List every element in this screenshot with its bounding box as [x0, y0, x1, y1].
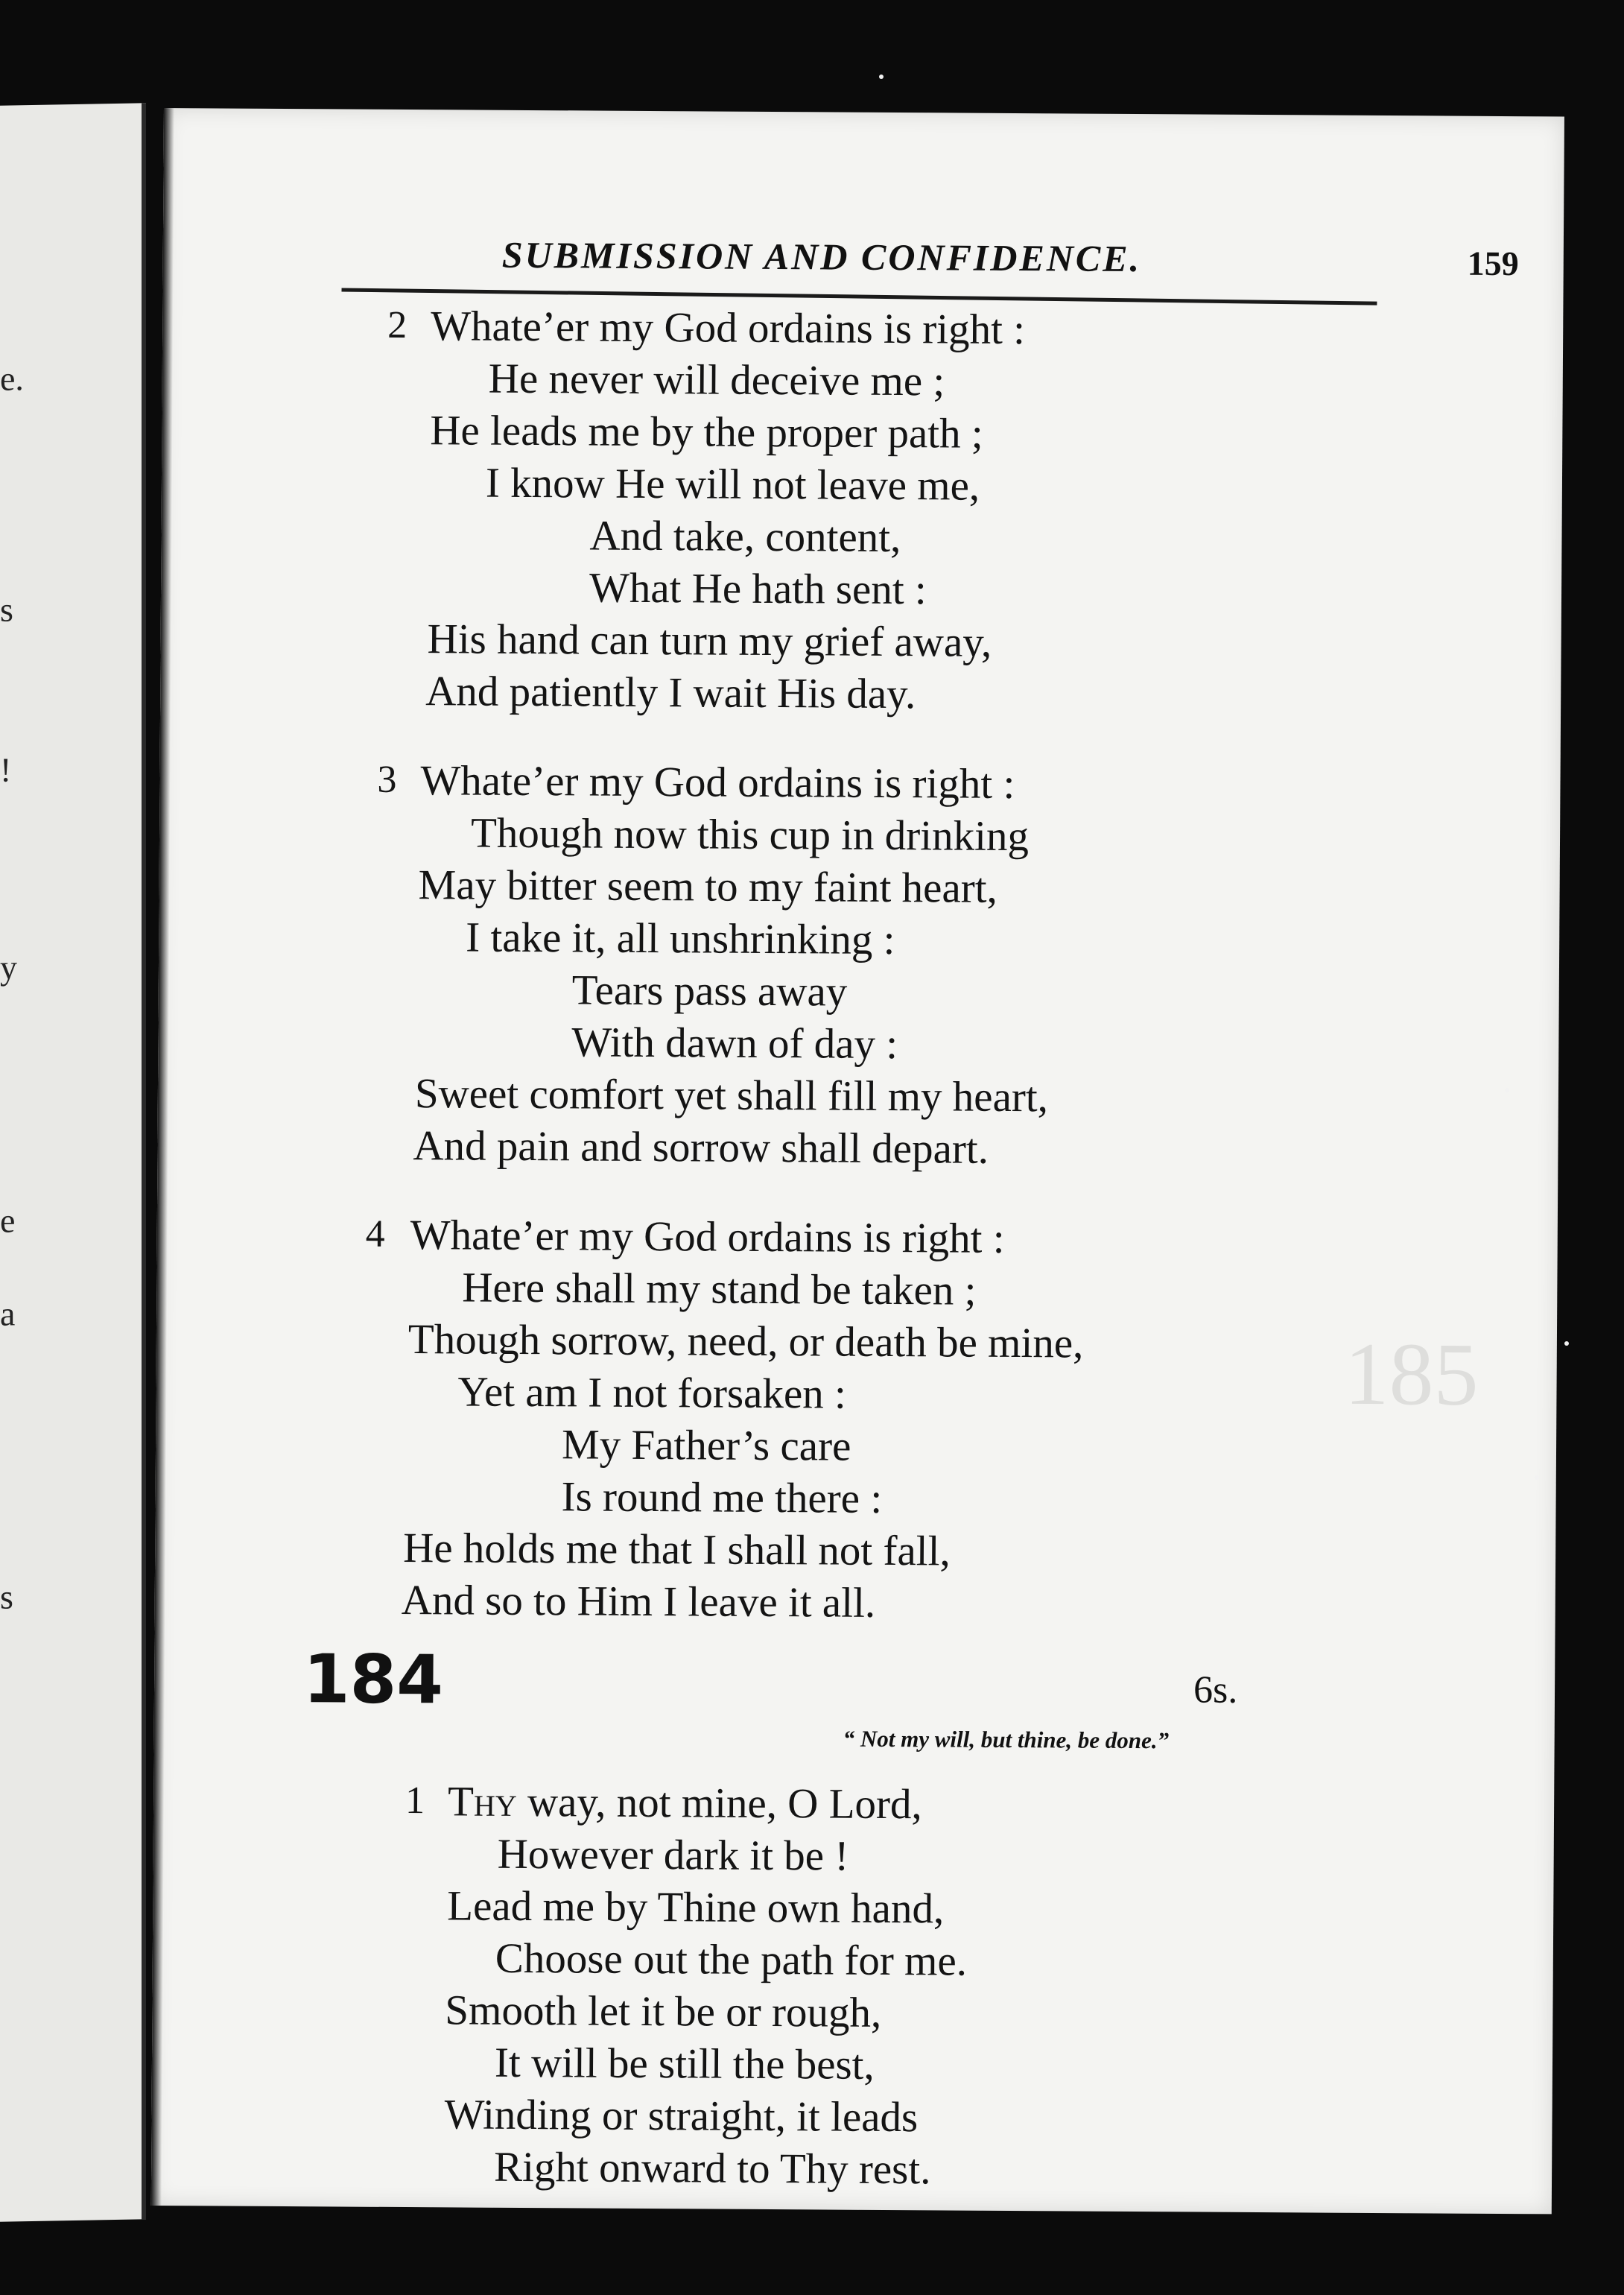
- scan-speck: [1535, 1475, 1539, 1480]
- verse-line: His hand can turn my grief away,: [427, 615, 992, 666]
- previous-page-edge: [0, 103, 146, 2221]
- verse-line: Lead me by Thine own hand,: [447, 1882, 945, 1933]
- verse-line: Though now this cup in drinking: [470, 809, 1030, 861]
- verse-line: He never will deceive me ;: [488, 355, 945, 405]
- verse-line: Smooth let it be or rough,: [445, 1987, 882, 2036]
- verse-line: Though sorrow, need, or death be mine,: [407, 1316, 1084, 1367]
- edge-fragment: e: [0, 1201, 16, 1240]
- bleed-through-number: 185: [1344, 1323, 1479, 1424]
- verse-line: Winding or straight, it leads: [444, 2091, 919, 2142]
- verse-line: Is round me there :: [561, 1473, 883, 1522]
- verse-line: My Father’s care: [561, 1421, 851, 1470]
- edge-fragment: y: [0, 948, 17, 987]
- hymn-number: 184: [302, 1640, 444, 1720]
- verse-number: 3: [377, 758, 397, 801]
- edge-fragment: s: [0, 590, 13, 629]
- verse-line: Here shall my stand be taken ;: [462, 1264, 977, 1314]
- verse-line: May bitter seem to my faint heart,: [418, 861, 998, 912]
- verse-line: And patiently I wait His day.: [425, 668, 916, 718]
- verse-line: And so to Him I leave it all.: [401, 1576, 876, 1627]
- verse-line: Choose out the path for me.: [495, 1934, 968, 1985]
- verse-line: It will be still the best,: [494, 2039, 875, 2089]
- edge-fragment: a: [0, 1294, 16, 1333]
- verse-line: Tears pass away: [571, 966, 848, 1016]
- verse-line-rest: way, not mine, O Lord,: [516, 1778, 922, 1829]
- verse-line: I take it, all unshrinking :: [466, 914, 895, 964]
- verse-line: And take, content,: [589, 512, 901, 562]
- book-page: [151, 108, 1564, 2214]
- running-title: SUBMISSION AND CONFIDENCE.: [501, 233, 1142, 280]
- verse-number: 4: [365, 1212, 385, 1256]
- verse-line: Sweet comfort yet shall fill my heart,: [414, 1070, 1049, 1121]
- edge-fragment: s: [0, 1577, 13, 1616]
- verse-line: Yet am I not forsaken :: [457, 1368, 847, 1418]
- scan-speck: [879, 75, 884, 79]
- verse-line: Whate’er my God ordains is right :: [420, 757, 1015, 808]
- verse-number: 2: [387, 303, 407, 346]
- hymn-epigraph: “ Not my will, but thine, be done.”: [843, 1725, 1170, 1754]
- verse-line: What He hath sent :: [589, 564, 927, 614]
- verse-line: Right onward to Thy rest.: [493, 2143, 931, 2194]
- opening-word: Thy: [447, 1778, 517, 1826]
- hymn-meter: 6s.: [1193, 1668, 1238, 1712]
- verse-line: And pain and sorrow shall depart.: [413, 1122, 989, 1173]
- verse-line: Whate’er my God ordains is right :: [410, 1212, 1005, 1262]
- verse-line: Whate’er my God ordains is right :: [431, 303, 1026, 354]
- verse-line: However dark it be !: [497, 1830, 849, 1880]
- scan-speck: [1564, 1341, 1569, 1346]
- verse-line: He leads me by the proper path ;: [430, 407, 983, 458]
- edge-fragment: !: [0, 750, 12, 789]
- verse-line: He holds me that I shall not fall,: [403, 1524, 951, 1575]
- verse-number: 1: [405, 1779, 425, 1823]
- verse-line: [447, 1778, 922, 1829]
- scan-speck: [1505, 1088, 1509, 1092]
- edge-fragment: e.: [0, 359, 24, 398]
- verse-line: With dawn of day :: [571, 1019, 898, 1069]
- page-number: 159: [1467, 244, 1519, 283]
- verse-line: I know He will not leave me,: [485, 459, 980, 510]
